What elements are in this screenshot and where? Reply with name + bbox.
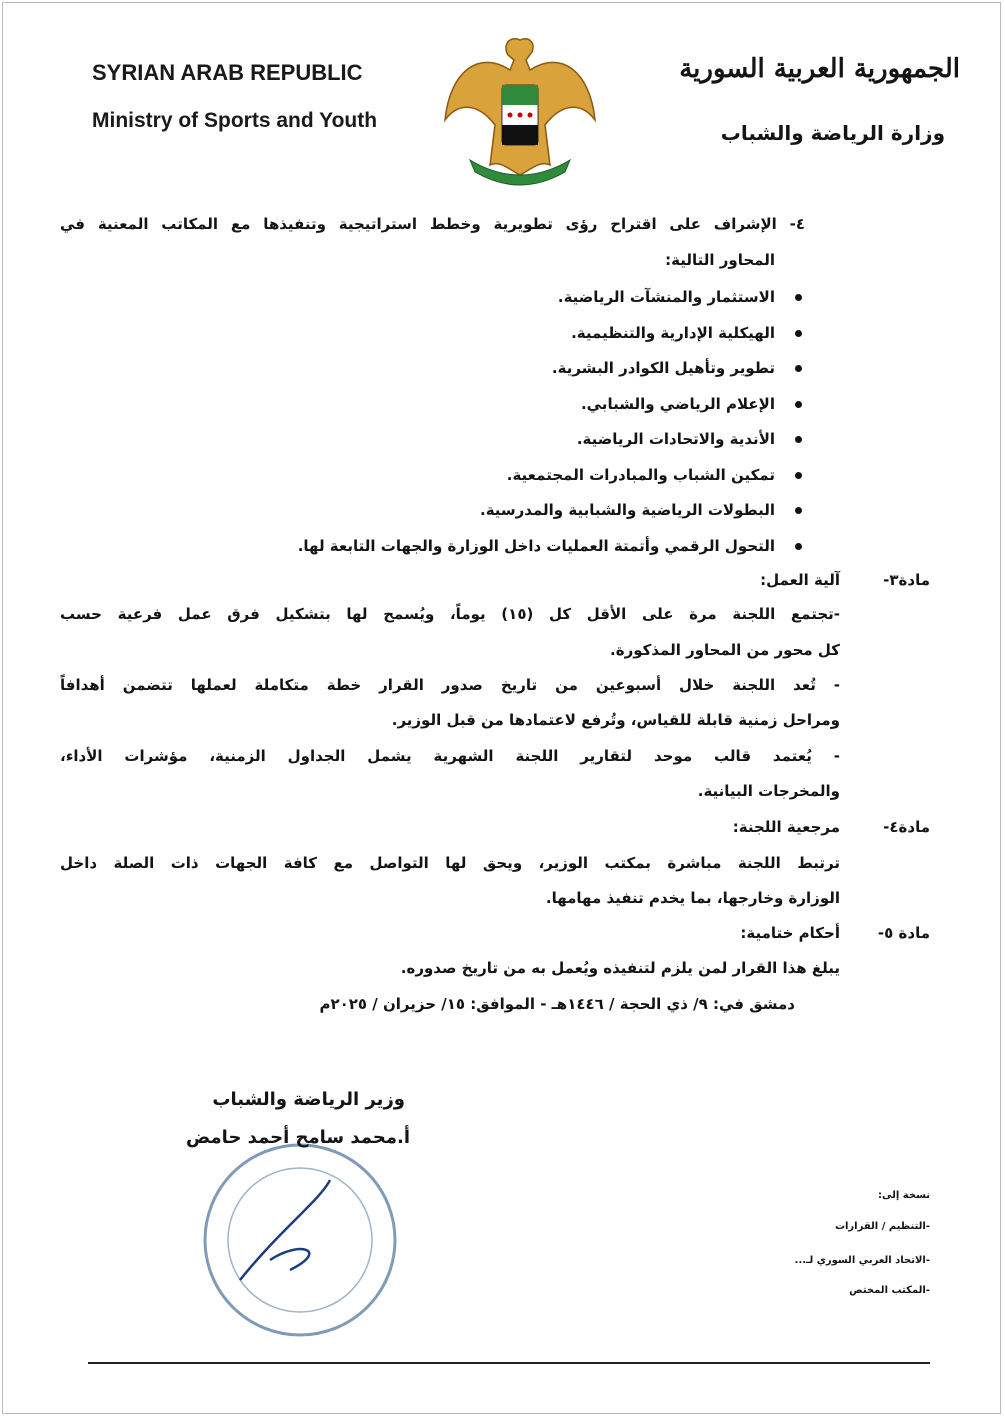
item4-line2: المحاور التالية: bbox=[665, 251, 775, 269]
article3-line: - تُعد اللجنة خلال أسبوعين من تاريخ صدور القرار خطة متكاملة لعملها تتضمن أهدافاً bbox=[60, 676, 840, 694]
list-item: الإعلام الرياضي والشبابي. bbox=[580, 395, 775, 413]
bullet-icon bbox=[795, 436, 802, 443]
list-item: تطوير وتأهيل الكوادر البشرية. bbox=[551, 359, 775, 377]
bullet-icon bbox=[795, 294, 802, 301]
signature-name: أ.محمد سامح أحمد حامض bbox=[185, 1127, 410, 1148]
list-item: الأندية والاتحادات الرياضية. bbox=[576, 430, 775, 448]
article5-line: يبلغ هذا القرار لمن يلزم لتنفيذه ويُعمل به من تاريخ صدوره. bbox=[400, 959, 840, 977]
copies-heading: نسخة إلى: bbox=[878, 1190, 930, 1201]
list-item: تمكين الشباب والمبادرات المجتمعية. bbox=[506, 466, 775, 484]
list-item: الهيكلية الإدارية والتنظيمية. bbox=[571, 324, 775, 342]
copy-item: -المكتب المختص bbox=[849, 1285, 930, 1296]
header-country-en: SYRIAN ARAB REPUBLIC bbox=[92, 60, 363, 85]
list-item: البطولات الرياضية والشبابية والمدرسية. bbox=[480, 501, 775, 519]
article3-line: -تجتمع اللجنة مرة على الأقل كل (١٥) يوماً، ويُسمح لها بتشكيل فرق عمل فرعية حسب bbox=[60, 605, 840, 623]
list-item: الاستثمار والمنشآت الرياضية. bbox=[557, 288, 775, 306]
header-ministry-ar: وزارة الرياضة والشباب bbox=[720, 121, 945, 145]
bullet-icon bbox=[795, 543, 802, 550]
list-item: التحول الرقمي وأتمتة العمليات داخل الوزارة والجهات التابعة لها. bbox=[297, 537, 775, 555]
article5-label: مادة ٥- bbox=[877, 924, 930, 942]
copy-item: -الاتحاد العربي السوري لـ... bbox=[794, 1255, 930, 1266]
article4-line: ترتبط اللجنة مباشرة بمكتب الوزير، ويحق لها التواصل مع كافة الجهات ذات الصلة داخل bbox=[60, 854, 840, 872]
bullet-icon bbox=[795, 330, 802, 337]
copy-item: -التنظيم / القرارات bbox=[834, 1221, 930, 1232]
article4-label: مادة٤- bbox=[883, 818, 930, 836]
footer-divider bbox=[88, 1362, 930, 1364]
official-stamp bbox=[200, 1140, 400, 1340]
article3-line: والمخرجات البيانية. bbox=[697, 782, 840, 800]
article5-title: أحكام ختامية: bbox=[740, 924, 840, 942]
article3-line: ومراحل زمنية قابلة للقياس، وتُرفع لاعتمادها من قبل الوزير. bbox=[391, 711, 840, 729]
bullet-icon bbox=[795, 507, 802, 514]
bullet-icon bbox=[795, 365, 802, 372]
article3-line: كل محور من المحاور المذكورة. bbox=[610, 641, 840, 659]
date-line: دمشق في: ٩/ ذي الحجة / ١٤٤٦هـ - الموافق: ١٥/ حزيران / ٢٠٢٥م bbox=[319, 995, 795, 1013]
header-ministry-en: Ministry of Sports and Youth bbox=[92, 109, 378, 132]
bullet-icon bbox=[795, 401, 802, 408]
header-country-ar: الجمهورية العربية السورية bbox=[679, 54, 960, 84]
article3-title: آلية العمل: bbox=[760, 571, 840, 589]
syrian-eagle-emblem bbox=[440, 30, 600, 195]
article4-title: مرجعية اللجنة: bbox=[732, 818, 840, 836]
article3-label: مادة٣- bbox=[883, 571, 930, 589]
article4-line: الوزارة وخارجها، بما يخدم تنفيذ مهامها. bbox=[545, 889, 840, 907]
article3-line: - يُعتمد قالب موحد لتقارير اللجنة الشهرية يشمل الجداول الزمنية، مؤشرات الأداء، bbox=[60, 747, 840, 765]
bullet-icon bbox=[795, 472, 802, 479]
item4-line1: ٤- الإشراف على اقتراح رؤى تطويرية وخطط استراتيجية وتنفيذها مع المكاتب المعنية في bbox=[60, 215, 805, 233]
signature-title: وزير الرياضة والشباب bbox=[212, 1089, 405, 1110]
